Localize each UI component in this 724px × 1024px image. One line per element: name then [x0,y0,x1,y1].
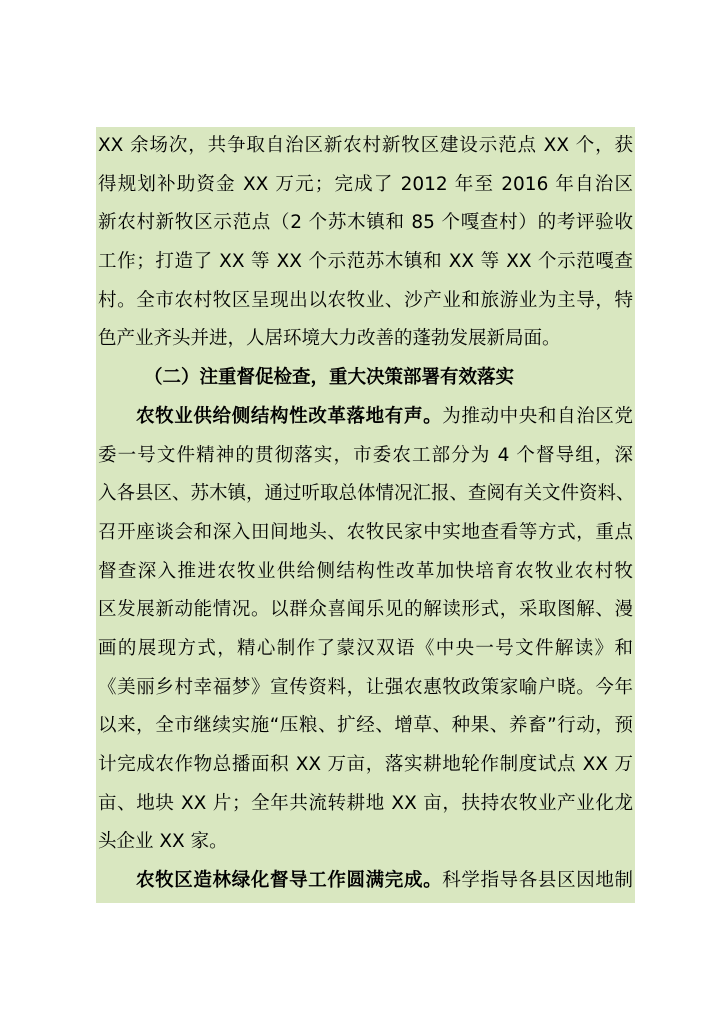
paragraph-line: 《美丽乡村幸福梦》宣传资料，让强农惠牧政策家喻户晓。今年 [98,676,633,698]
paragraph-lead: 农牧业供给侧结构性改革落地有声。 [136,405,443,427]
paragraph-first-line [98,862,633,901]
paragraph-line: 召开座谈会和深入田间地头、农牧民家中实地查看等方式，重点 [98,521,633,543]
paragraph-line: 区发展新动能情况。以群众喜闻乐见的解读形式，采取图解、漫 [98,599,633,621]
paragraph-line: 村。全市农村牧区呈现出以农牧业、沙产业和旅游业为主导，特 [98,289,633,311]
paragraph-line: 入各县区、苏木镇，通过听取总体情况汇报、查阅有关文件资料、 [98,483,635,505]
paragraph-line: 计完成农作物总播面积 XX 万亩，落实耕地轮作制度试点 XX 万 [98,754,633,775]
paragraph-line: 以来，全市继续实施“压粮、扩经、增草、种果、养畜”行动，预 [98,715,633,737]
paragraph-line: 新农村新牧区示范点（2 个苏木镇和 85 个嘎查村）的考评验收 [98,212,633,234]
paragraph-line: 色产业齐头并进，人居环境大力改善的蓬勃发展新局面。 [98,328,561,350]
section-heading: （二）注重督促检查，重大决策部署有效落实 [144,367,515,389]
highlighted-text-block [96,127,635,903]
paragraph-lead-rest: 为推动中央和自治区党 [442,405,633,427]
paragraph-line: 督查深入推进农牧业供给侧结构性改革加快培育农牧业农村牧 [98,560,633,582]
paragraph-line: 得规划补助资金 XX 万元；完成了 2012 年至 2016 年自治区 [98,173,633,195]
paragraph-line: 画的展现方式，精心制作了蒙汉双语《中央一号文件解读》和 [98,637,633,659]
paragraph-line: 委一号文件精神的贯彻落实，市委农工部分为 4 个督导组，深 [98,444,633,466]
paragraph-line: 亩、地块 XX 片；全年共流转耕地 XX 亩，扶持农牧业产业化龙 [98,792,633,814]
paragraph-line: XX 余场次，共争取自治区新农村新牧区建设示范点 XX 个，获 [98,135,633,156]
paragraph-line: 工作；打造了 XX 等 XX 个示范苏木镇和 XX 等 XX 个示范嘎查 [98,251,633,273]
paragraph-first-line [98,398,633,437]
paragraph-lead: 农牧区造林绿化督导工作圆满完成。 [136,870,443,892]
paragraph-line: 头企业 XX 家。 [98,831,228,853]
paragraph-lead-rest: 科学指导各县区因地制 [442,870,633,892]
